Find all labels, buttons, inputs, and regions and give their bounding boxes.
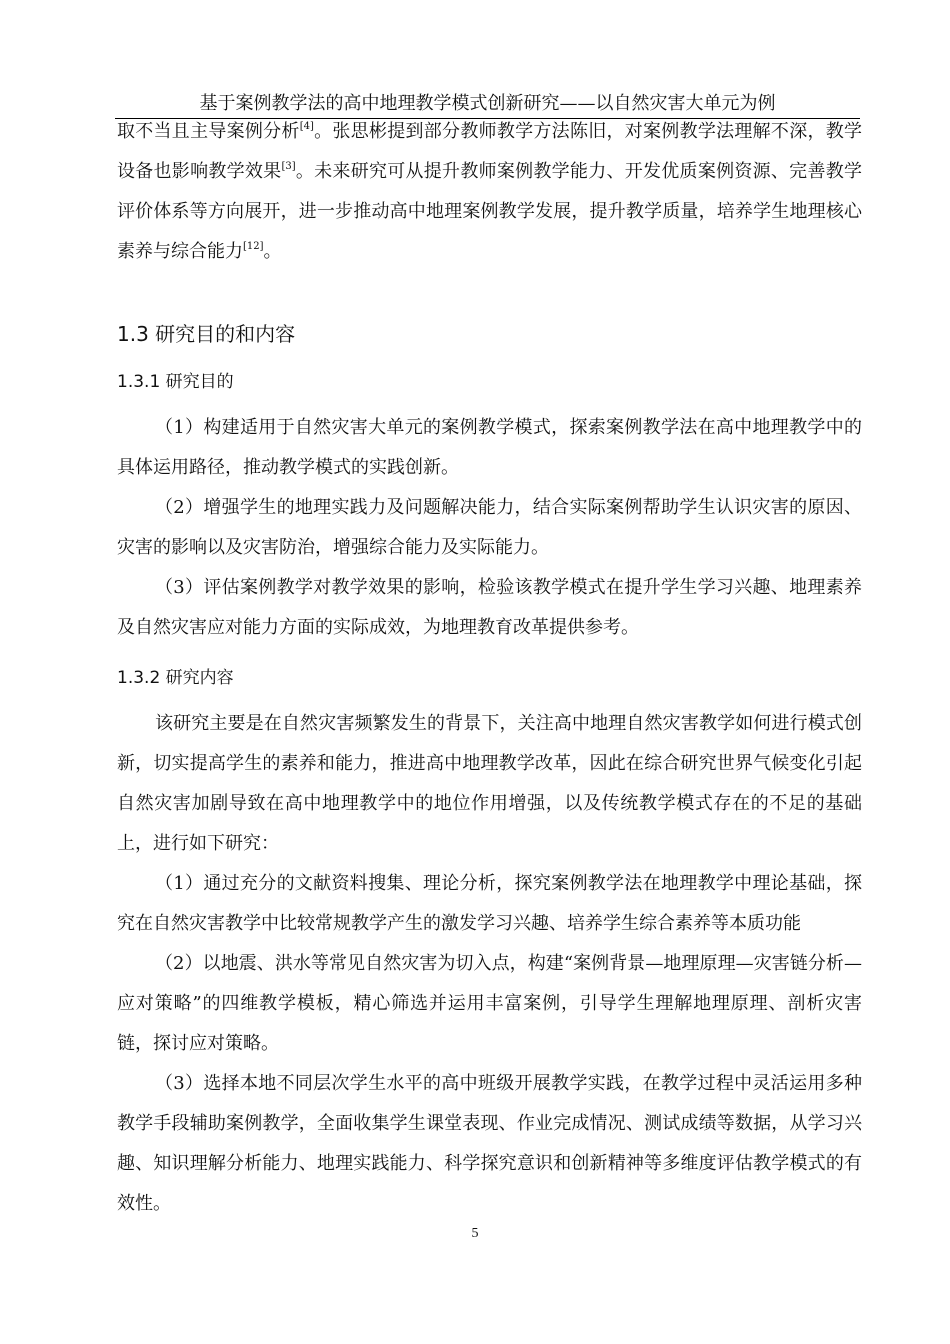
objective-item-2: （2）增强学生的地理实践力及问题解决能力，结合实际案例帮助学生认识灾害的原因、灾害的影响以及灾害防治，增强综合能力及实际能力。 (117, 497, 862, 558)
content-item-2: （2）以地震、洪水等常见自然灾害为切入点，构建“案例背景—地理原理—灾害链分析—应对策略”的四维教学模板，精心筛选并运用丰富案例，引导学生理解地理原理、剖析灾害链，探讨应对策略。 (117, 953, 862, 1054)
intro-text-d: 。 (263, 241, 282, 262)
content-item-1: （1）通过充分的文献资料搜集、理论分析，探究案例教学法在地理教学中理论基础，探究在自然灾害教学中比较常规教学产生的激发学习兴趣、培养学生综合素养等本质功能 (117, 873, 862, 934)
citation-12: [12] (243, 241, 264, 252)
subsection-heading-1-3-1: 1.3.1 研究目的 (117, 372, 234, 392)
objective-item-3: （3）评估案例教学对教学效果的影响，检验该教学模式在提升学生学习兴趣、地理素养及自然灾害应对能力方面的实际成效，为地理教育改革提供参考。 (117, 577, 862, 638)
intro-text-b: 。张思彬提到部分教师教学方法陈旧，对案例教学法理解不深，教学设备也影响教学效果 (117, 121, 863, 182)
page-number: 5 (471, 1226, 479, 1241)
subsection-heading-1-3-2: 1.3.2 研究内容 (117, 668, 234, 688)
section-heading-1-3: 1.3 研究目的和内容 (117, 322, 296, 346)
intro-paragraph (117, 112, 862, 272)
intro-text-c: 。未来研究可从提升教师案例教学能力、开发优质案例资源、完善教学评价体系等方向展开，进一步推动高中地理案例教学发展，提升教学质量，培养学生地理核心素养与综合能力 (117, 161, 862, 262)
intro-text-a: 取不当且主导案例分析 (117, 121, 300, 142)
citation-3: [3] (281, 161, 296, 172)
objective-item-1: （1）构建适用于自然灾害大单元的案例教学模式，探索案例教学法在高中地理教学中的具体运用路径，推动教学模式的实践创新。 (117, 417, 862, 478)
page-body (117, 112, 862, 1224)
content-item-3: （3）选择本地不同层次学生水平的高中班级开展教学实践，在教学过程中灵活运用多种教学手段辅助案例教学，全面收集学生课堂表现、作业完成情况、测试成绩等数据，从学习兴趣、知识理解分析能力、地理实践能力、科学探究意识和创新精神等多维度评估教学模式的有效性。 (117, 1073, 862, 1214)
citation-4: [4] (299, 121, 314, 132)
content-intro-paragraph: 该研究主要是在自然灾害频繁发生的背景下，关注高中地理自然灾害教学如何进行模式创新，切实提高学生的素养和能力，推进高中地理教学改革，因此在综合研究世界气候变化引起自然灾害加剧导致在高中地理教学中的地位作用增强，以及传统教学模式存在的不足的基础上，进行如下研究： (117, 713, 862, 854)
running-header: 基于案例教学法的高中地理教学模式创新研究——以自然灾害大单元为例 (115, 92, 860, 119)
